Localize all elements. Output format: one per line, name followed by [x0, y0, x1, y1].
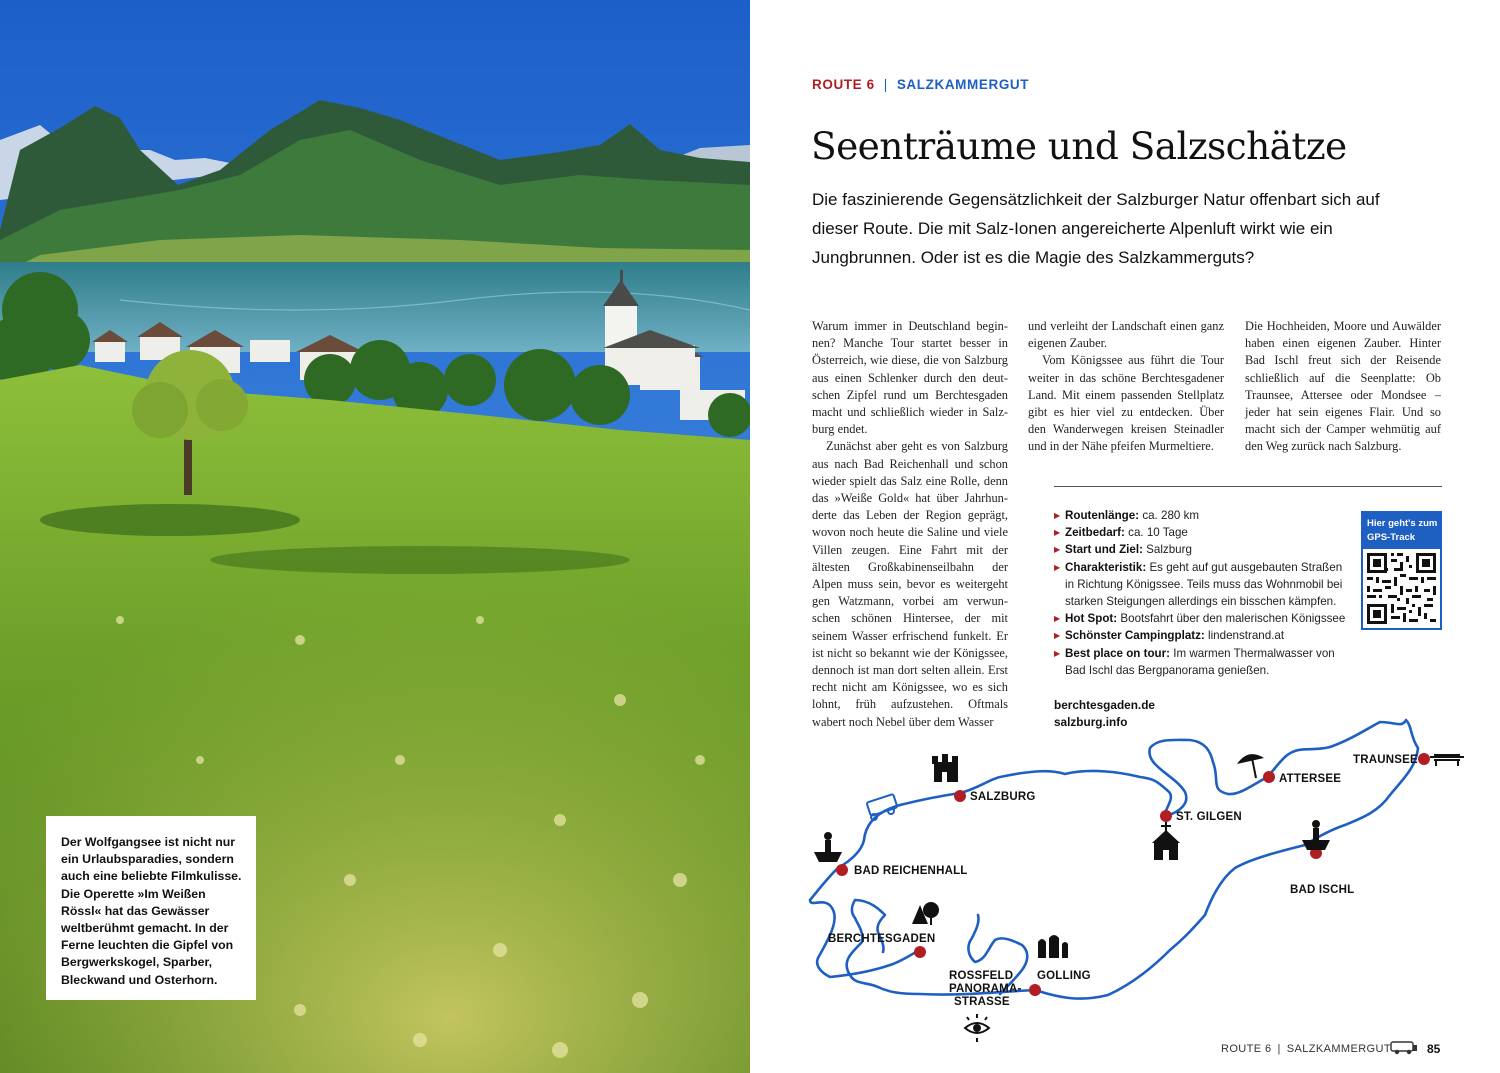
link-berchtesgaden[interactable]: berchtesgaden.de — [1054, 698, 1155, 712]
page-number: 85 — [1427, 1042, 1441, 1056]
caption-line: auch eine beliebte Filmkulisse. — [61, 869, 242, 884]
waterfall-icon — [1038, 935, 1068, 958]
castle-icon — [932, 754, 958, 782]
photo-caption — [46, 816, 256, 1000]
link-salzburg[interactable]: salzburg.info — [1054, 715, 1128, 730]
label-panorama: PANORAMA- — [949, 983, 1022, 995]
region-label: SALZKAMMERGUT — [896, 77, 1030, 92]
route-line — [1149, 740, 1262, 816]
fact-label: Routenlänge: — [1065, 509, 1140, 522]
label-st-gilgen: ST. GILGEN — [1176, 811, 1242, 823]
fact-value: ca. 10 Tage — [1128, 526, 1188, 540]
qr-code[interactable] — [1363, 549, 1440, 628]
beach-umbrella-icon — [1237, 754, 1264, 778]
triangle-bullet-icon: ▶ — [1054, 614, 1061, 624]
fact-item — [1054, 524, 1352, 541]
stop-berchtesgaden — [914, 946, 926, 958]
fact-item — [1054, 645, 1352, 679]
fact-label: Hot Spot: — [1065, 612, 1118, 626]
qr-label: Hier geht's zum GPS-Track — [1367, 518, 1438, 543]
fountain-icon — [1302, 820, 1330, 850]
triangle-bullet-icon: ▶ — [1054, 511, 1061, 520]
viewpoint-eye-icon — [965, 1014, 989, 1042]
label-attersee: ATTERSEE — [1279, 773, 1342, 785]
body-column-1 — [812, 318, 1008, 731]
stop-salzburg — [954, 790, 966, 802]
triangle-bullet-icon: ▶ — [1054, 648, 1061, 658]
fact-item — [1054, 627, 1352, 644]
route-kicker — [812, 77, 1029, 92]
label-berchtesgaden: BERCHTESGADEN — [828, 933, 936, 945]
fact-item — [1054, 541, 1352, 558]
stop-traunsee — [1418, 753, 1430, 765]
route-label: ROUTE 6 — [812, 77, 875, 92]
tree-icon — [912, 902, 939, 925]
label-bad-ischl: BAD ISCHL — [1290, 884, 1355, 896]
body-paragraph: Warum immer in Deutschland beginnen? Manche Tour startet besser in Österreich, wie diese, die von Salzburg aus einen Schlenker durch den deutschen Zipfel rund um Berchtesgaden macht und schließlich wieder in Salzburg endet. — [812, 319, 1008, 437]
label-traunsee: TRAUNSEE — [1353, 754, 1418, 766]
stop-golling — [1029, 984, 1041, 996]
fact-value: Bootsfahrt über den malerischen Königssee — [1120, 612, 1346, 626]
stop-bad-reichenhall — [836, 864, 848, 876]
caption-line: Rössl« hat das Gewässer — [61, 903, 210, 918]
fact-value: lindenstrand.at — [1208, 629, 1285, 643]
bench-icon — [1430, 755, 1464, 766]
caption-line: Der Wolfgangsee ist nicht nur — [61, 835, 235, 849]
fact-value: Salzburg — [1146, 543, 1192, 557]
route-facts-list — [1054, 507, 1352, 679]
body-paragraph: und verleiht der Landschaft einen ganz eigenen Zauber. — [1028, 319, 1224, 351]
route-line — [810, 793, 960, 977]
body-paragraph: Zunächst aber geht es von Salzburg aus nach Bad Reichenhall und schon wieder spielt das Salz eine Rolle, denn das »Weiße Gold« hat über Jahrhunderte das Leben der Region geprägt, wovon noch heute die Saline und viele Villen zeugen. Eine Fahrt mit der ältesten Großkabinenseilbahn der Alpen muss sein, bevor es weitergeht gen Watzmann, vorbei am verwunschen schönen Hintersee, der mit seinem Wasser erfrischend funkelt. Er ist nicht so bekannt wie der Königssee, dennoch ist man dort selten allein. Erst recht nicht am Königssee, wo es sich lohnt, früh aufzustehen. Oftmals wabert noch Nebel über dem Wasser — [812, 439, 1008, 729]
fountain-icon — [814, 832, 842, 862]
camper-van-icon — [1390, 1041, 1418, 1055]
fact-label: Start und Ziel: — [1065, 543, 1143, 557]
body-paragraph: Vom Königssee aus führt die Tour weiter in das schöne Berchtesgadener Land. Mit einem passenden Stellplatz gibt es hier viel zu entdecken. Über den Wanderwegen kreisen Steinadler und in der Nähe pfeifen Murmeltiere. — [1028, 353, 1224, 454]
fact-value: Im warmen Thermalwasser von Bad Ischl das Bergpanorama genießen. — [1065, 646, 1335, 677]
triangle-bullet-icon: ▶ — [1054, 562, 1061, 572]
body-column-2 — [1028, 318, 1224, 456]
triangle-bullet-icon: ▶ — [1054, 545, 1061, 555]
label-rossfeld: ROSSFELD — [949, 970, 1014, 982]
caption-line: Ferne leuchten die Gipfel von — [61, 938, 234, 953]
label-golling: GOLLING — [1037, 970, 1091, 982]
stop-st-gilgen — [1160, 810, 1172, 822]
fact-item — [1054, 610, 1352, 627]
footer-separator: | — [1277, 1043, 1281, 1055]
caption-line: Die Operette »Im Weißen — [61, 886, 206, 901]
fact-item — [1054, 559, 1352, 611]
kicker-separator: | — [883, 77, 888, 92]
fact-label: Best place on tour: — [1065, 646, 1171, 660]
fact-label: Zeitbedarf: — [1065, 526, 1125, 540]
fact-label: Charakteristik: — [1065, 560, 1147, 574]
page-title: Seenträume und Salzschätze — [811, 124, 1347, 168]
church-icon — [1152, 822, 1180, 860]
route-map — [790, 700, 1490, 1050]
caption-line: weltberühmt gemacht. In der — [61, 921, 229, 936]
page-footer — [1221, 1043, 1391, 1055]
fact-value: ca. 280 km — [1142, 509, 1200, 522]
fact-label: Schönster Campingplatz: — [1065, 629, 1205, 643]
caption-line: Bleckwand und Osterhorn. — [61, 972, 218, 987]
fact-item — [1054, 507, 1352, 524]
route-line — [878, 720, 1418, 999]
footer-route: ROUTE 6 — [1221, 1043, 1272, 1055]
body-column-3 — [1245, 318, 1441, 456]
caption-line: ein Urlaubsparadies, sondern — [61, 852, 234, 867]
gps-track-box[interactable] — [1361, 511, 1442, 630]
stop-attersee — [1263, 771, 1275, 783]
body-paragraph: Die Hochheiden, Moore und Auwälder haben einen eigenen Zauber. Hinter Bad Ischl freut sich der Reisende schließlich auf die Seenplatte: Ob Traunsee, Attersee oder Mondsee – jeder hat sein eigenes Flair. Und so macht sich der Camper wehmütig auf den Weg zurück nach Salzburg. — [1245, 319, 1441, 454]
caption-line: Bergwerkskogel, Sparber, — [61, 955, 213, 970]
footer-region: SALZKAMMERGUT — [1286, 1043, 1391, 1055]
triangle-bullet-icon: ▶ — [1054, 631, 1061, 641]
divider — [1054, 486, 1442, 487]
label-salzburg: SALZBURG — [970, 791, 1036, 803]
triangle-bullet-icon: ▶ — [1054, 528, 1061, 538]
label-bad-reichenhall: BAD REICHENHALL — [854, 865, 968, 877]
lead-paragraph: Die faszinierende Gegensätzlichkeit der Salzburger Natur offenbart sich auf dieser Route. Die mit Salz-Ionen angereicherte Alpenluft wirkt wie ein Jungbrunnen. Oder ist es die Magie des Salzkammerguts? — [812, 190, 1380, 267]
label-strasse: STRASSE — [954, 996, 1010, 1008]
fact-value: Es geht auf gut ausgebauten Straßen in Richtung Königssee. Teils muss das Wohnmobil bei starken Steigungen allerdings ein bisschen kämpfen. — [1065, 560, 1343, 609]
